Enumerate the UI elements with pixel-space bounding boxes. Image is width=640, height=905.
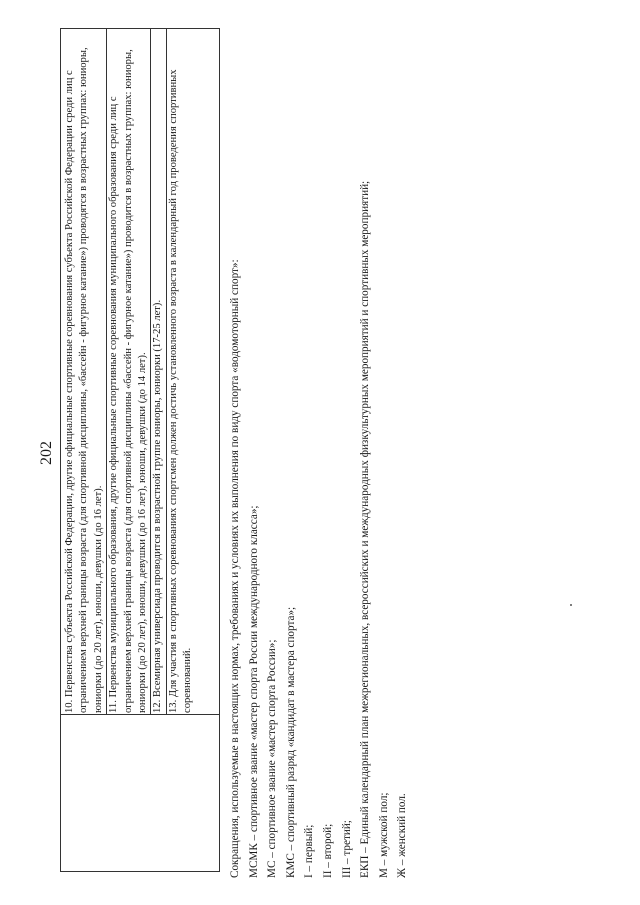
abbreviation-item: МС – спортивное звание «мастер спорта России»; [266,639,279,878]
abbreviations-intro: Сокращения, используемые в настоящих нормах, требованиях и условиях их выполнения по виду спорта «водомоторный спорт»: [229,259,241,878]
abbreviation-item: I – первый; [303,824,316,878]
abbreviation-item: ЕКП – Единый календарный план межрегиональных, всероссийских и международных физкультурных мероприятий и спортивных мероприятий; [359,180,372,878]
note-12: 12. Всемирная универсиада проводится в возрастной группе юниоры, юниорки (17-25 лет). [152,299,164,713]
notes-column [63,35,196,713]
notes-table [60,28,220,872]
note-10: 10. Первенства субъекта Российской Федерации, другие официальные спортивные соревнования субъекта Российской Федерации среди лиц с ограничением верхней границы возраста (для спортивной дисциплины, «бассейн - фигурное катание») проводятся в возрастных группах: юниоры, юниорки (до 20 лет), юноши, девушки (до 16 лет). [64,47,104,713]
abbreviation-item: МСМК – спортивное звание «мастер спорта России международного класса»; [247,505,260,878]
note-13: 13. Для участия в спортивных соревнованиях спортсмен должен достичь установленного возраста в календарный год проведения спортивных соревнований. [167,69,194,713]
abbreviations-section [226,28,412,878]
abbreviation-item: II – второй; [321,823,334,878]
empty-table-column [61,714,219,871]
abbreviation-item: М – мужской пол; [377,792,390,878]
abbreviation-item: III – третий; [340,820,353,878]
abbreviation-item: Ж – женский пол. [396,793,409,878]
abbreviation-item: КМС – спортивный разряд «кандидат в мастера спорта»; [284,606,297,878]
scan-dot [570,604,572,606]
note-11: 11. Первенства муниципального образования, другие официальные спортивные соревнования муниципального образования среди лиц с ограничением верхней границы возраста (для спортивной дисциплины «бассейн - фигурное катание») проводится в возрастных группах: юниоры, юниорки (до 20 лет), юноши, девушки (до 16 лет), юноши, девушки (до 14 лет). [108,49,149,713]
rotated-page [30,28,610,878]
page-number: 202 [38,441,55,465]
